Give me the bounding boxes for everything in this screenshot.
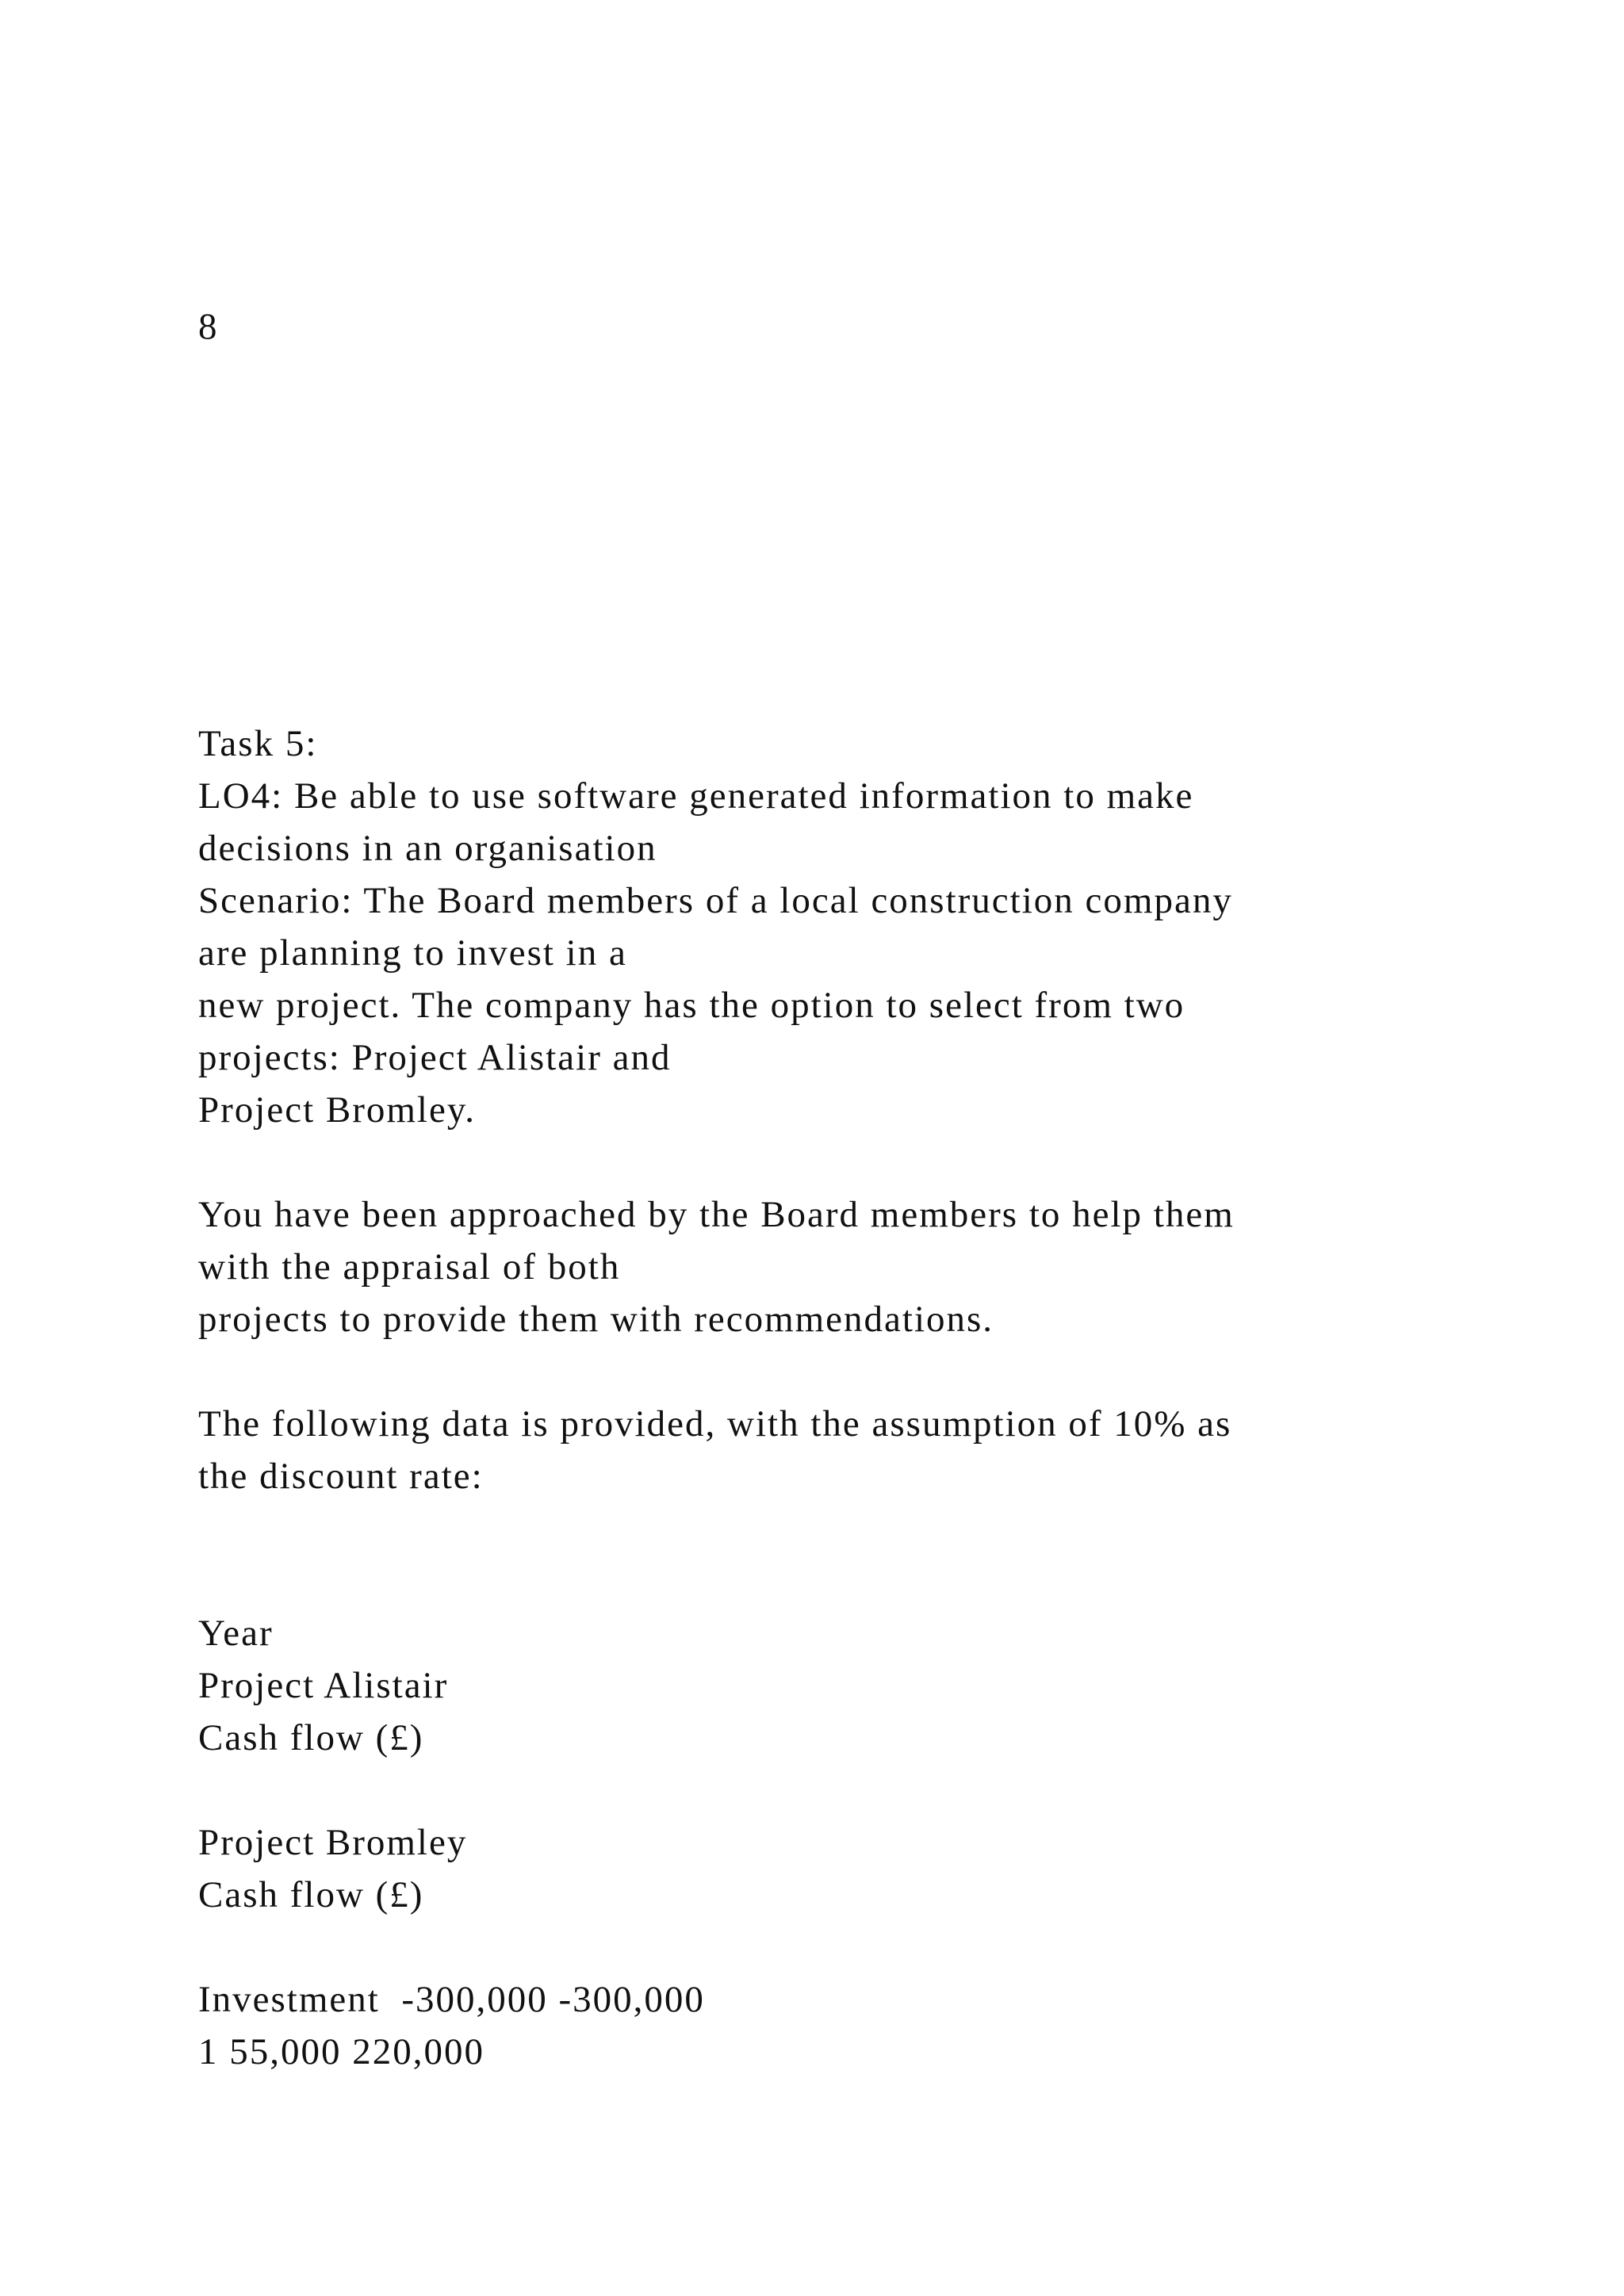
approach-line: projects to provide them with recommendations. — [198, 1299, 994, 1340]
page-number: 8 — [198, 306, 218, 347]
data-intro-line: The following data is provided, with the assumption of 10% as — [198, 1403, 1232, 1445]
document-body — [198, 718, 1467, 2078]
approach-line: You have been approached by the Board members to help them — [198, 1194, 1235, 1235]
scenario-line: new project. The company has the option to select from two — [198, 985, 1185, 1026]
approach-line: with the appraisal of both — [198, 1246, 621, 1288]
paragraph-gap — [198, 1345, 1467, 1398]
table-bromley-header: Project Bromley — [198, 1822, 468, 1863]
scenario-line: Scenario: The Board members of a local construction company — [198, 880, 1233, 921]
scenario-line: projects: Project Alistair and — [198, 1037, 672, 1078]
table-alistair-header: Project Alistair — [198, 1665, 449, 1706]
table-row-year-1: 1 55,000 220,000 — [198, 2031, 485, 2072]
table-year-header: Year — [198, 1613, 274, 1654]
table-alistair-cashflow-header: Cash flow (£) — [198, 1717, 424, 1758]
data-intro-line: the discount rate: — [198, 1456, 484, 1497]
table-row-investment: Investment -300,000 -300,000 — [198, 1979, 705, 2020]
task-heading: Task 5: — [198, 723, 318, 764]
paragraph-gap — [198, 1921, 1467, 1973]
learning-outcome-line: LO4: Be able to use software generated information to make — [198, 775, 1194, 817]
paragraph-gap — [198, 1502, 1467, 1607]
scenario-line: are planning to invest in a — [198, 932, 627, 974]
learning-outcome-line: decisions in an organisation — [198, 828, 657, 869]
table-bromley-cashflow-header: Cash flow (£) — [198, 1874, 424, 1915]
scenario-line: Project Bromley. — [198, 1089, 477, 1131]
paragraph-gap — [198, 1136, 1467, 1188]
paragraph-gap — [198, 1764, 1467, 1816]
